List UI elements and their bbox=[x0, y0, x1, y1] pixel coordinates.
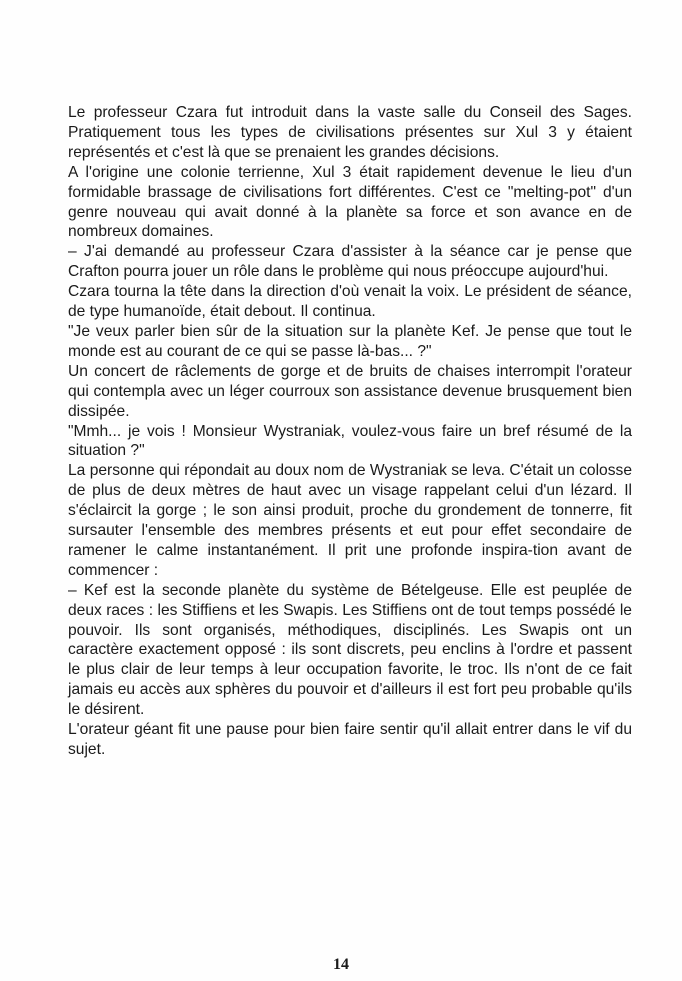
body-text bbox=[68, 103, 632, 760]
paragraph: – Kef est la seconde planète du système de Bételgeuse. Elle est peuplée de deux races : les Stiffiens et les Swapis. Les Stiffiens ont de tout temps possédé le pouvoir. Ils sont organisés, méthodiques, disciplinés. Les Swapis ont un caractère exactement opposé : ils sont discrets, peu enclins à l'ordre et passent le plus clair de leur temps à leur occupation favorite, le troc. Ils n'ont de ce fait jamais eu accès aux sphères du pouvoir et d'ailleurs il est fort peu probable qu'ils le désirent. bbox=[68, 581, 632, 719]
paragraph: Le professeur Czara fut introduit dans la vaste salle du Conseil des Sages. Pratiquement tous les types de civilisations présentes sur Xul 3 y étaient représentés et c'est là que se prenaient les grandes décisions. bbox=[68, 104, 632, 161]
paragraph: – J'ai demandé au professeur Czara d'assister à la séance car je pense que Crafton pourra jouer un rôle dans le problème qui nous préoccupe aujourd'hui. bbox=[68, 243, 632, 281]
page-number: 14 bbox=[333, 956, 349, 973]
paragraph: "Je veux parler bien sûr de la situation sur la planète Kef. Je pense que tout le monde est au courant de ce qui se passe là-bas... ?" bbox=[68, 322, 632, 360]
paragraph: Un concert de râclements de gorge et de bruits de chaises interrompit l'orateur qui contempla avec un léger courroux son assistance devenue brusquement bien dissipée. bbox=[68, 362, 632, 420]
paragraph: A l'origine une colonie terrienne, Xul 3 était rapidement devenue le lieu d'un formidable brassage de civilisations fort différentes. C'est ce "melting-pot" d'un genre nouveau qui avait donné à la planète sa force et son avance en de nombreux domaines. bbox=[68, 163, 632, 241]
paragraph: La personne qui répondait au doux nom de Wystraniak se leva. C'était un colosse de plus de deux mètres de haut avec un visage rappelant celui d'un lézard. Il s'éclaircit la gorge ; le son ainsi produit, proche du grondement de tonnerre, fit sursauter l'ensemble des membres présents et eut pour effet secondaire de ramener le calme instantanément. Il prit une profonde inspira-tion avant de commencer : bbox=[68, 462, 632, 579]
paragraph: Czara tourna la tête dans la direction d'où venait la voix. Le président de séance, de type humanoïde, était debout. Il continua. bbox=[68, 283, 632, 321]
paragraph: "Mmh... je vois ! Monsieur Wystraniak, voulez-vous faire un bref résumé de la situation ?" bbox=[68, 422, 632, 460]
paragraph: L'orateur géant fit une pause pour bien faire sentir qu'il allait entrer dans le vif du sujet. bbox=[68, 721, 632, 758]
